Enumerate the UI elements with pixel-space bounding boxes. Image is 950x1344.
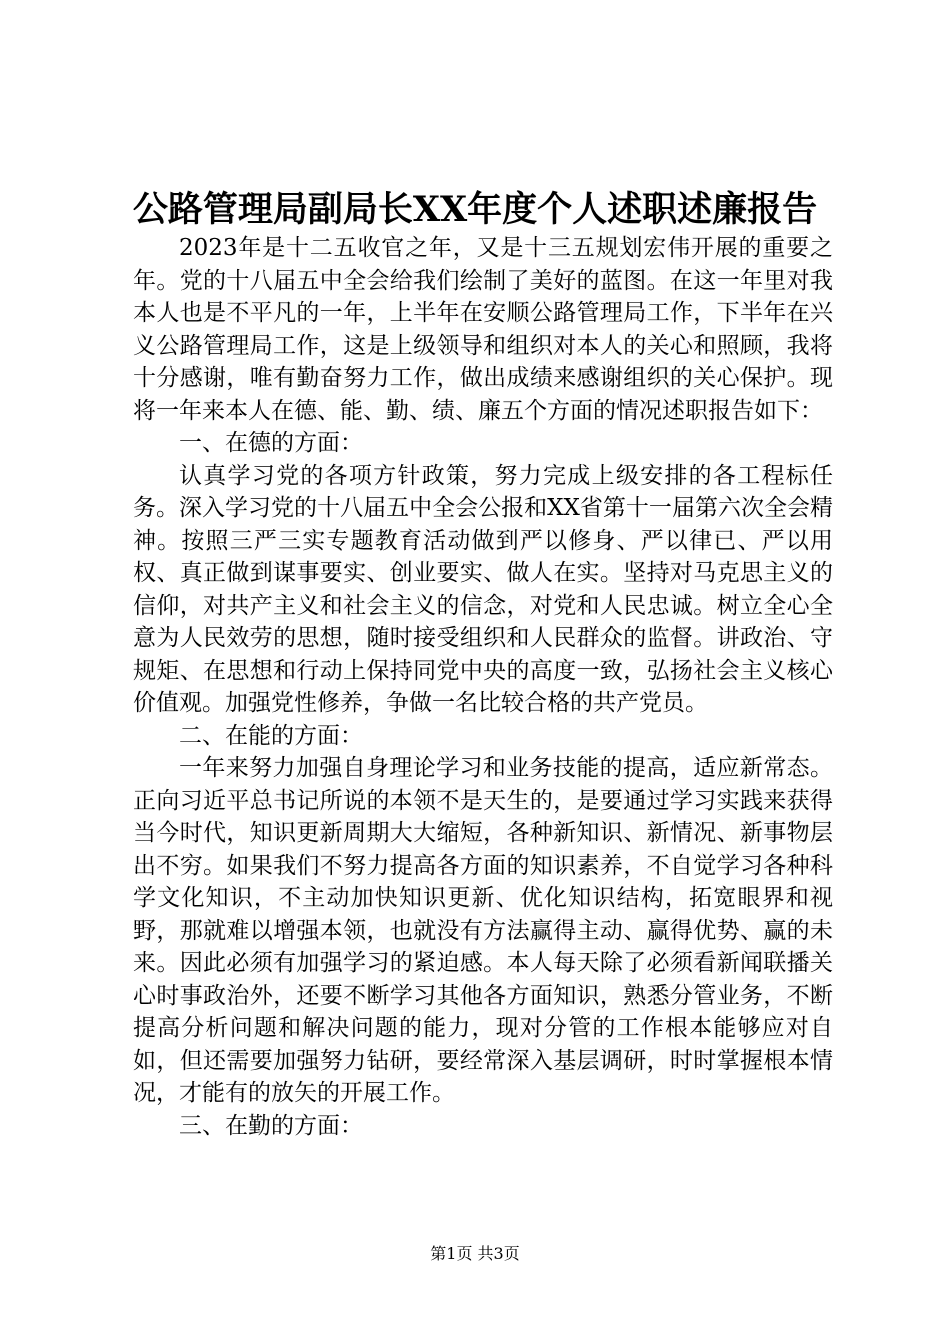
document-body — [133, 232, 833, 1142]
section-heading-diligence: 三、在勤的方面： — [179, 1112, 363, 1139]
section-heading-morality: 一、在德的方面： — [179, 430, 363, 456]
intro-paragraph: 2023年是十二五收官之年，又是十三五规划宏伟开展的重要之年。党的十八届五中全会给我们绘制了美好的蓝图。在这一年里对我本人也是不平凡的一年，上半年在安顺公路管理局工作，下半年在兴义公路管理局工作，这是上级领导和组织对本人的关心和照顾，我将十分感谢，唯有勤奋努力工作，做出成绩来感谢组织的关心保护。现将一年来本人在德、能、勤、绩、廉五个方面的情况述职报告如下： — [133, 235, 833, 424]
page-number-footer: 第1页 共3页 — [430, 1244, 520, 1263]
ability-paragraph: 一年来努力加强自身理论学习和业务技能的提高，适应新常态。正向习近平总书记所说的本领不是天生的，是要通过学习实践来获得当今时代，知识更新周期大大缩短，各种新知识、新情况、新事物层出不穷。如果我们不努力提高各方面的知识素养，不自觉学习各种科学文化知识，不主动加快知识更新、优化知识结构，拓宽眼界和视野，那就难以增强本领，也就没有方法赢得主动、赢得优势、赢的未来。因此必须有加强学习的紧迫感。本人每天除了必须看新闻联播关心时事政治外，还要不断学习其他各方面知识，熟悉分管业务，不断提高分析问题和解决问题的能力，现对分管的工作根本能够应对自如，但还需要加强努力钻研，要经常深入基层调研，时时掌握根本情况，才能有的放矢的开展工作。 — [133, 755, 833, 1106]
morality-paragraph: 认真学习党的各项方针政策，努力完成上级安排的各工程标任务。深入学习党的十八届五中全会公报和XX省第十一届第六次全会精神。按照三严三实专题教育活动做到严以修身、严以律已、严以用权、真正做到谋事要实、创业要实、做人在实。坚持对马克思主义的信仰，对共产主义和社会主义的信念，对党和人民忠诚。树立全心全意为人民效劳的思想，随时接受组织和人民群众的监督。讲政治、守规矩、在思想和行动上保持同党中央的高度一致，弘扬社会主义核心价值观。加强党性修养，争做一名比较合格的共产党员。 — [133, 462, 833, 716]
section-heading-ability: 二、在能的方面： — [179, 722, 363, 749]
page-title: 公路管理局副局长XX年度个人述职述廉报告 — [132, 189, 818, 230]
